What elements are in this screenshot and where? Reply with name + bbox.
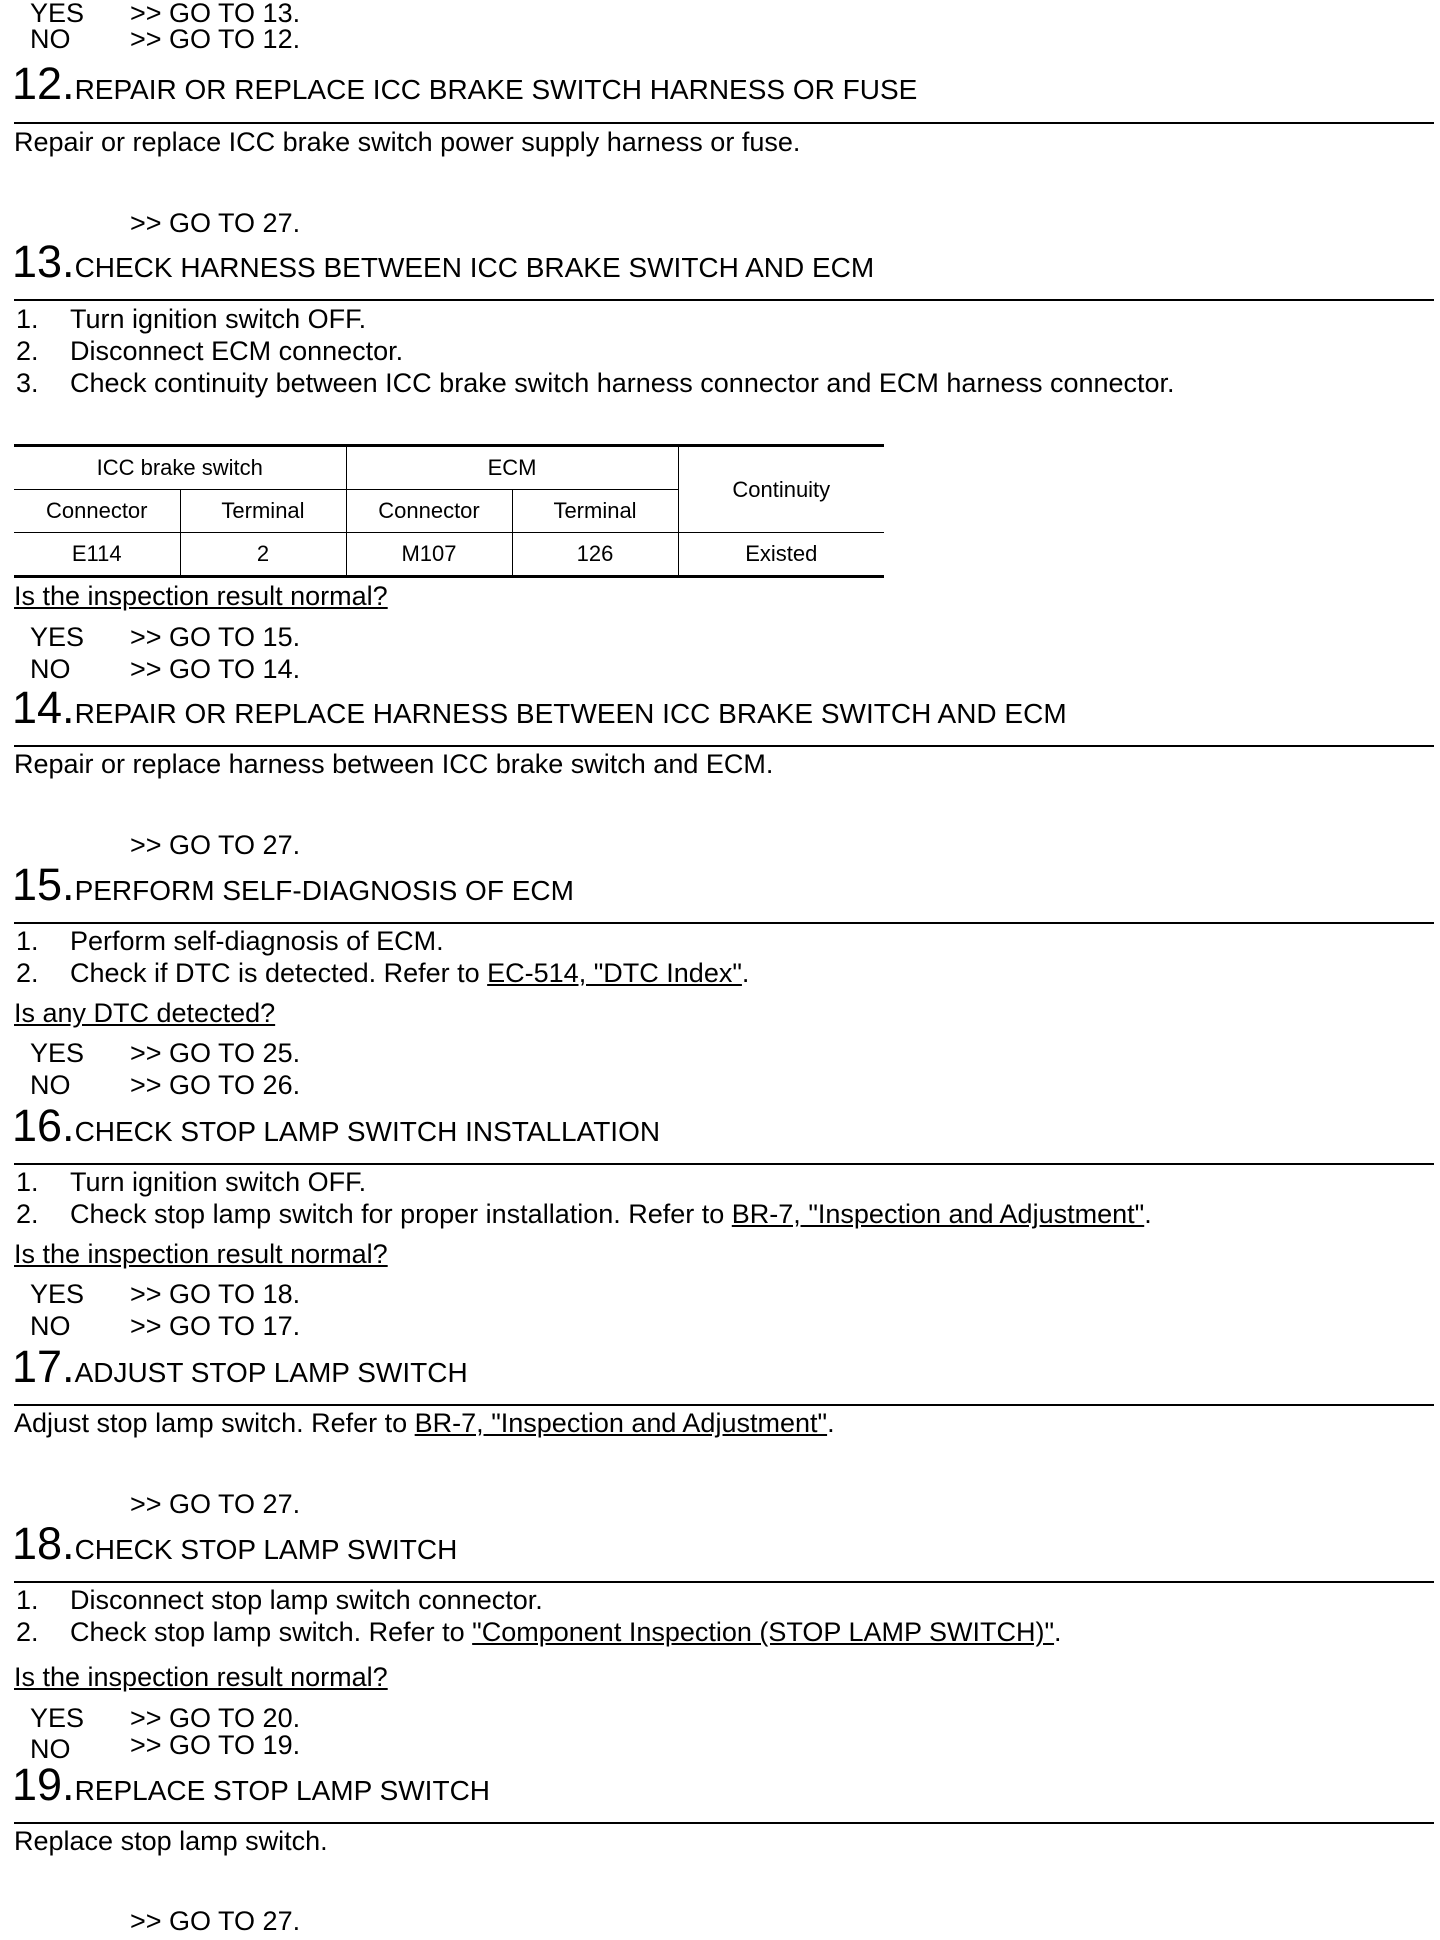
text: . <box>741 958 750 988</box>
list-item: Turn ignition switch OFF. <box>70 304 367 334</box>
continuity-table <box>14 444 884 578</box>
no-label: NO <box>30 1311 71 1341</box>
text: . <box>1144 1199 1152 1229</box>
step-12-heading <box>12 60 917 108</box>
step-13-heading <box>12 238 874 286</box>
question: Is any DTC detected? <box>14 998 276 1028</box>
table-group-header: ECM <box>346 446 678 490</box>
yes-label: YES <box>30 1279 85 1309</box>
step-number: 17. <box>12 1341 75 1392</box>
divider <box>14 1822 1434 1824</box>
list-number: 1. <box>16 926 39 956</box>
no-label: NO <box>30 1734 71 1764</box>
yes-go-to: >> GO TO 13. <box>130 0 301 28</box>
divider <box>14 922 1434 924</box>
step-number: 15. <box>12 859 75 910</box>
step-title: REPLACE STOP LAMP SWITCH <box>74 1775 491 1806</box>
step-number: 13. <box>12 236 75 287</box>
list-item <box>70 1617 1062 1647</box>
list-item: Disconnect stop lamp switch connector. <box>70 1585 543 1615</box>
yes-label: YES <box>30 1703 85 1733</box>
table-cell: 2 <box>180 533 346 577</box>
step-title: CHECK HARNESS BETWEEN ICC BRAKE SWITCH AND ECM <box>74 252 875 283</box>
list-item <box>70 958 749 988</box>
no-go-to: >> GO TO 19. <box>130 1730 301 1760</box>
step-18-heading <box>12 1520 457 1568</box>
yes-label: YES <box>30 622 85 652</box>
step-number: 12. <box>12 58 75 109</box>
table-group-header: ICC brake switch <box>14 446 346 490</box>
list-number: 1. <box>16 1585 39 1615</box>
text: Check stop lamp switch for proper installation. Refer to <box>70 1199 732 1229</box>
divider <box>14 745 1434 747</box>
list-number: 2. <box>16 958 39 988</box>
step-17-body <box>14 1408 835 1438</box>
table-row <box>14 533 884 577</box>
step-title: PERFORM SELF-DIAGNOSIS OF ECM <box>74 875 574 906</box>
list-number: 2. <box>16 1199 39 1229</box>
list-item: Perform self-diagnosis of ECM. <box>70 926 444 956</box>
table-header: Terminal <box>180 490 346 533</box>
table-cell: Existed <box>678 533 884 577</box>
divider <box>14 299 1434 301</box>
step-number: 18. <box>12 1518 75 1569</box>
reference-link[interactable]: "Component Inspection (STOP LAMP SWITCH)" <box>472 1617 1055 1647</box>
step-title: CHECK STOP LAMP SWITCH INSTALLATION <box>74 1116 661 1147</box>
step-16-heading <box>12 1102 660 1150</box>
divider <box>14 1581 1434 1583</box>
step-title: ADJUST STOP LAMP SWITCH <box>74 1357 468 1388</box>
text: Check stop lamp switch. Refer to <box>70 1617 473 1647</box>
question: Is the inspection result normal? <box>14 1662 388 1692</box>
no-go-to: >> GO TO 14. <box>130 654 301 684</box>
list-item: Check continuity between ICC brake switch harness connector and ECM harness connector. <box>70 368 1175 398</box>
divider <box>14 122 1434 124</box>
yes-go-to: >> GO TO 25. <box>130 1038 301 1068</box>
table-cell: 126 <box>512 533 678 577</box>
list-item: Turn ignition switch OFF. <box>70 1167 367 1197</box>
yes-label: YES <box>30 1038 85 1068</box>
no-label: NO <box>30 654 71 684</box>
list-item: Disconnect ECM connector. <box>70 336 404 366</box>
no-go-to: >> GO TO 12. <box>130 24 301 54</box>
step-14-body: Repair or replace harness between ICC brake switch and ECM. <box>14 749 774 779</box>
text: Check if DTC is detected. Refer to <box>70 958 488 988</box>
reference-link[interactable]: BR-7, "Inspection and Adjustment" <box>731 1199 1145 1229</box>
reference-link[interactable]: BR-7, "Inspection and Adjustment" <box>414 1408 828 1438</box>
question: Is the inspection result normal? <box>14 581 388 611</box>
step-19-body: Replace stop lamp switch. <box>14 1826 328 1856</box>
list-number: 3. <box>16 368 39 398</box>
divider <box>14 1404 1434 1406</box>
no-go-to: >> GO TO 26. <box>130 1070 301 1100</box>
yes-go-to: >> GO TO 15. <box>130 622 301 652</box>
list-number: 2. <box>16 336 39 366</box>
yes-label: YES <box>30 0 85 28</box>
list-number: 2. <box>16 1617 39 1647</box>
step-number: 14. <box>12 682 75 733</box>
step-12-body: Repair or replace ICC brake switch power supply harness or fuse. <box>14 127 801 157</box>
text: . <box>1054 1617 1062 1647</box>
table-header: Terminal <box>512 490 678 533</box>
table-header: Connector <box>346 490 512 533</box>
step-title: REPAIR OR REPLACE ICC BRAKE SWITCH HARNESS OR FUSE <box>74 74 918 105</box>
step-number: 19. <box>12 1759 75 1810</box>
divider <box>14 1163 1434 1165</box>
no-label: NO <box>30 1070 71 1100</box>
step-number: 16. <box>12 1100 75 1151</box>
text: Adjust stop lamp switch. Refer to <box>14 1408 415 1438</box>
question: Is the inspection result normal? <box>14 1239 388 1269</box>
list-item <box>70 1199 1152 1229</box>
step-14-heading <box>12 684 1067 732</box>
no-go-to: >> GO TO 17. <box>130 1311 301 1341</box>
step-15-heading <box>12 861 574 909</box>
step-19-heading <box>12 1761 490 1809</box>
table-cell: E114 <box>14 533 180 577</box>
step-17-heading <box>12 1343 468 1391</box>
step-17-go-to: >> GO TO 27. <box>130 1489 301 1519</box>
step-title: REPAIR OR REPLACE HARNESS BETWEEN ICC BRAKE SWITCH AND ECM <box>74 698 1067 729</box>
yes-go-to: >> GO TO 20. <box>130 1703 301 1733</box>
reference-link[interactable]: EC-514, "DTC Index" <box>487 958 742 988</box>
step-19-go-to: >> GO TO 27. <box>130 1906 301 1936</box>
list-number: 1. <box>16 304 39 334</box>
yes-go-to: >> GO TO 18. <box>130 1279 301 1309</box>
text: . <box>827 1408 835 1438</box>
table-header: Connector <box>14 490 180 533</box>
list-number: 1. <box>16 1167 39 1197</box>
no-label: NO <box>30 24 71 54</box>
step-12-go-to: >> GO TO 27. <box>130 208 301 238</box>
step-14-go-to: >> GO TO 27. <box>130 830 301 860</box>
table-cell: M107 <box>346 533 512 577</box>
table-header-continuity: Continuity <box>678 446 884 533</box>
step-title: CHECK STOP LAMP SWITCH <box>74 1534 458 1565</box>
